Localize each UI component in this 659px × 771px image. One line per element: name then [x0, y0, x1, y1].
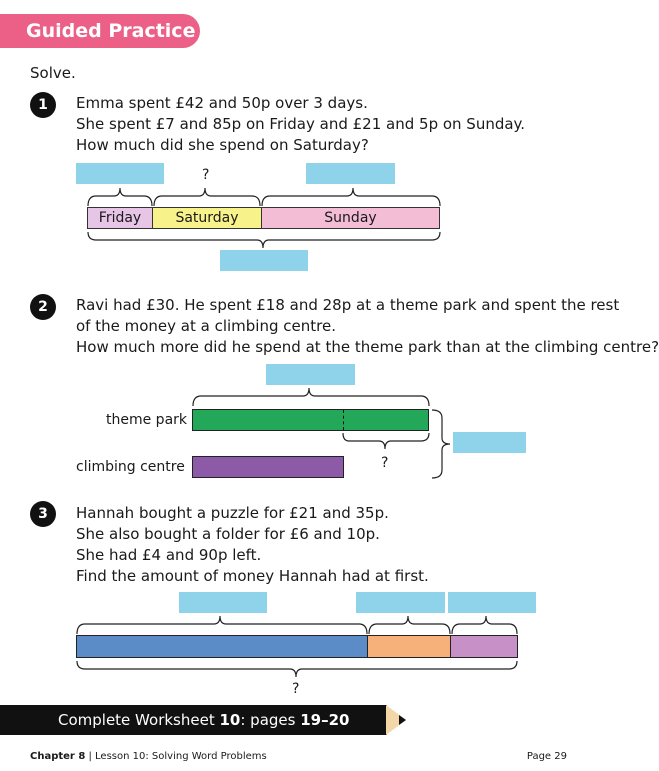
question-number-1: 1	[30, 92, 56, 118]
q2-line-3: How much more did he spend at the theme park than at the climbing centre?	[76, 338, 659, 356]
q3-leftover-bar	[450, 635, 518, 658]
q1-friday-bar: Friday	[87, 207, 153, 229]
q1-friday-answer-box[interactable]	[76, 163, 164, 184]
q3-line-2: She also bought a folder for £6 and 10p.	[76, 525, 380, 543]
q3-line-1: Hannah bought a puzzle for £21 and 35p.	[76, 504, 389, 522]
q2-theme-park-label: theme park	[106, 412, 188, 428]
q1-sunday-bar: Sunday	[261, 207, 440, 229]
q2-theme-park-bar	[192, 409, 429, 431]
footer-chapter-info	[30, 751, 267, 762]
q1-total-answer-box[interactable]	[220, 250, 308, 271]
q2-total-brace	[430, 408, 454, 480]
page-number: Page 29	[526, 751, 567, 762]
q2-comparison-dashed-line	[343, 410, 344, 430]
q2-difference-brace	[341, 431, 431, 453]
q1-saturday-bar: Saturday	[152, 207, 262, 229]
pages-prefix: : pages	[240, 711, 301, 729]
chapter-label: Chapter 8	[30, 751, 86, 762]
instruction-text: Solve.	[30, 64, 76, 82]
question-number-2: 2	[30, 294, 56, 320]
worksheet-number: 10	[219, 711, 241, 729]
q3-puzzle-answer-box[interactable]	[179, 592, 267, 613]
q2-total-answer-box[interactable]	[453, 432, 526, 453]
q3-puzzle-bar	[76, 635, 368, 658]
q2-line-1: Ravi had £30. He spent £18 and 28p at a theme park and spent the rest	[76, 296, 620, 314]
q3-folder-bar	[367, 635, 451, 658]
q1-total-brace	[86, 230, 442, 252]
q1-sunday-answer-box[interactable]	[306, 163, 395, 184]
q1-line-2: She spent £7 and 85p on Friday and £21 and 5p on Sunday.	[76, 115, 526, 133]
lesson-label: | Lesson 10: Solving Word Problems	[85, 751, 267, 762]
q2-theme-park-brace	[191, 386, 431, 408]
question-number-3: 3	[30, 501, 56, 527]
q1-saturday-unknown: ?	[202, 167, 210, 183]
worksheet-prefix: Complete Worksheet	[58, 711, 220, 729]
q3-line-3: She had £4 and 90p left.	[76, 546, 262, 564]
q1-line-3: How much did she spend on Saturday?	[76, 136, 369, 154]
q3-line-4: Find the amount of money Hannah had at first.	[76, 567, 429, 585]
q2-climbing-centre-label: climbing centre	[76, 459, 185, 475]
q2-theme-park-answer-box[interactable]	[266, 364, 355, 385]
q3-leftover-answer-box[interactable]	[448, 592, 536, 613]
q3-total-brace	[75, 659, 521, 681]
q2-line-2: of the money at a climbing centre.	[76, 317, 336, 335]
q2-climbing-centre-bar	[192, 456, 344, 478]
q3-folder-answer-box[interactable]	[356, 592, 445, 613]
q3-total-unknown: ?	[292, 681, 300, 697]
q1-line-1: Emma spent £42 and 50p over 3 days.	[76, 94, 368, 112]
worksheet-banner	[0, 705, 387, 735]
pencil-lead-icon	[399, 715, 406, 725]
q2-difference-unknown: ?	[381, 455, 389, 471]
section-title: Guided Practice	[0, 14, 200, 48]
worksheet-pages: 19–20	[300, 711, 350, 729]
